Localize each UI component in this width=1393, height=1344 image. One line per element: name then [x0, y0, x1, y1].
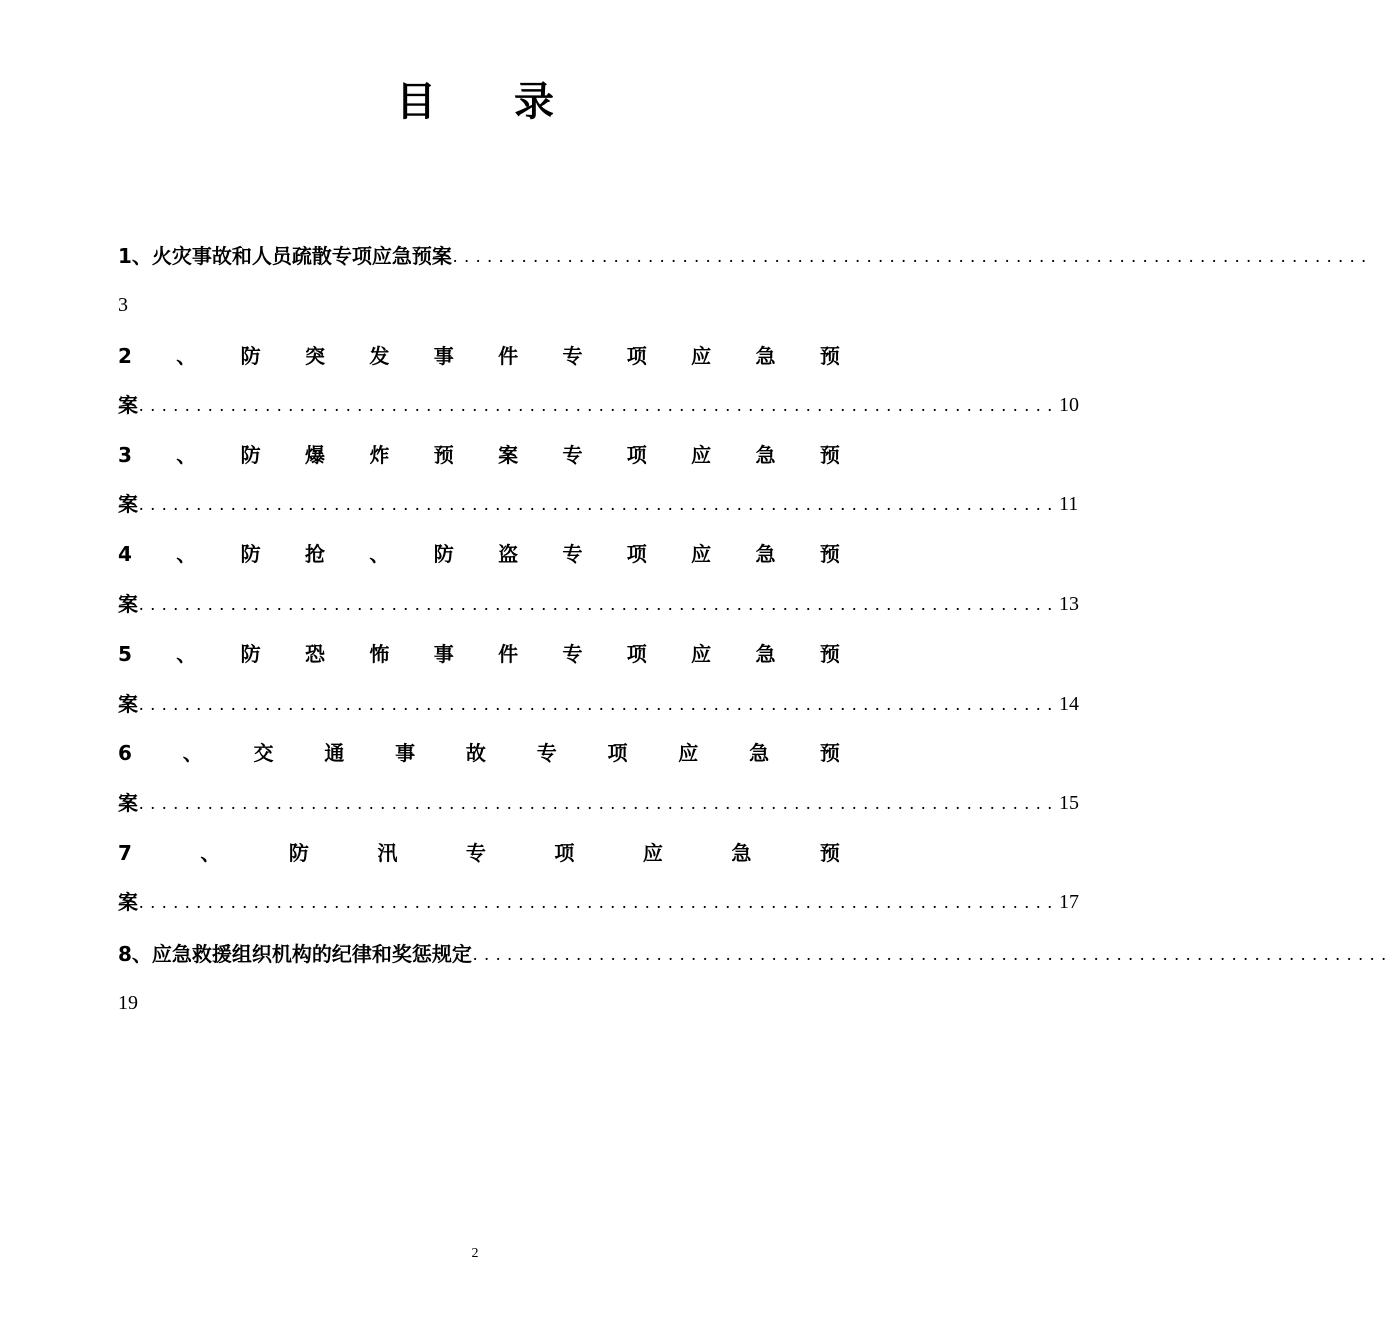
- toc-char: 急: [749, 741, 770, 765]
- toc-char: 案: [118, 393, 138, 417]
- toc-char: 故: [465, 741, 486, 765]
- toc-entry-page: 11: [1059, 493, 1079, 515]
- toc-char: 、: [176, 642, 197, 666]
- toc-char: 项: [626, 443, 647, 467]
- toc-char: 预: [819, 542, 840, 566]
- toc-char: 应: [691, 344, 712, 368]
- toc-char: 专: [562, 443, 583, 467]
- toc-char: 专: [562, 642, 583, 666]
- dot-leader: ................................................................................: [139, 694, 1059, 714]
- toc-entry-8[interactable]: [118, 936, 1393, 972]
- toc-char: 、: [176, 443, 197, 467]
- toc-char: 5: [118, 642, 132, 666]
- toc-char: 7: [118, 841, 132, 865]
- toc-char: 防: [240, 642, 261, 666]
- toc-entry-page: 13: [1059, 593, 1079, 615]
- toc-char: 、: [182, 741, 203, 765]
- toc-char: 、: [200, 841, 221, 865]
- toc-char: 项: [607, 741, 628, 765]
- toc-entry-7[interactable]: [118, 835, 840, 871]
- toc-char: 预: [819, 642, 840, 666]
- toc-char: 预: [819, 841, 840, 865]
- toc-entry-label: 1、火灾事故和人员疏散专项应急预案: [118, 244, 452, 268]
- toc-char: 件: [498, 344, 519, 368]
- toc-char: 恐: [305, 642, 325, 666]
- toc-char: 案: [118, 592, 138, 616]
- toc-char: 爆: [305, 443, 325, 467]
- toc-entry-1[interactable]: [118, 238, 1373, 274]
- dot-leader: ................................................................................: [139, 395, 1059, 415]
- dot-leader: ................................................................................: [139, 793, 1059, 813]
- toc-char: 防: [288, 841, 309, 865]
- toc-char: 、: [176, 542, 197, 566]
- dot-leader: ................................................................................: [139, 892, 1059, 912]
- toc-entry-page: 10: [1059, 394, 1079, 416]
- toc-char: 事: [433, 642, 454, 666]
- toc-char: 急: [731, 841, 752, 865]
- toc-char: 突: [305, 344, 325, 368]
- toc-char: 专: [562, 542, 583, 566]
- toc-char: 急: [755, 443, 776, 467]
- toc-char: 防: [240, 542, 261, 566]
- toc-char: 炸: [369, 443, 390, 467]
- toc-char: 急: [755, 344, 776, 368]
- toc-entry-page: 14: [1059, 693, 1079, 715]
- page-title: 目 录: [396, 79, 586, 125]
- toc-char: 怖: [369, 642, 390, 666]
- dot-leader: ................................................................................: [472, 944, 1393, 964]
- toc-char: 案: [498, 443, 519, 467]
- toc-char: 3: [118, 443, 132, 467]
- toc-char: 、: [369, 542, 390, 566]
- toc-entry-7-cont[interactable]: [118, 884, 1079, 920]
- footer-page-number: 2: [471, 1246, 479, 1261]
- toc-entry-5-cont[interactable]: [118, 686, 1079, 722]
- toc-entry-2-cont[interactable]: [118, 387, 1079, 423]
- toc-char: 预: [819, 344, 840, 368]
- toc-char: 项: [626, 642, 647, 666]
- toc-char: 案: [118, 492, 138, 516]
- toc-char: 应: [678, 741, 699, 765]
- toc-char: 件: [498, 642, 519, 666]
- toc-char: 防: [240, 443, 261, 467]
- toc-char: 发: [369, 344, 390, 368]
- toc-char: 急: [755, 542, 776, 566]
- toc-char: 项: [626, 344, 647, 368]
- toc-char: 预: [819, 443, 840, 467]
- toc-char: 事: [395, 741, 416, 765]
- toc-entry-label: 8、应急救援组织机构的纪律和奖惩规定: [118, 942, 472, 966]
- toc-entry-4-cont[interactable]: [118, 586, 1079, 622]
- toc-entry-2[interactable]: [118, 338, 840, 374]
- toc-char: 案: [118, 692, 138, 716]
- toc-char: 2: [118, 344, 132, 368]
- toc-char: 应: [642, 841, 663, 865]
- toc-entry-6-cont[interactable]: [118, 785, 1079, 821]
- toc-char: 案: [118, 791, 138, 815]
- toc-char: 交: [253, 741, 274, 765]
- toc-char: 项: [626, 542, 647, 566]
- toc-entry-page: 15: [1059, 792, 1079, 814]
- toc-char: 4: [118, 542, 132, 566]
- toc-char: 急: [755, 642, 776, 666]
- toc-entry-page: 17: [1059, 891, 1079, 913]
- toc-char: 专: [536, 741, 557, 765]
- toc-entry-page: 19: [118, 992, 138, 1014]
- toc-char: 通: [324, 741, 345, 765]
- dot-leader: ................................................................................: [139, 494, 1059, 514]
- toc-entry-3-cont[interactable]: [118, 486, 1079, 522]
- dot-leader: ................................................................................: [139, 594, 1059, 614]
- toc-char: 防: [433, 542, 454, 566]
- toc-char: 6: [118, 741, 132, 765]
- toc-char: 专: [562, 344, 583, 368]
- toc-char: 应: [691, 542, 712, 566]
- toc-char: 汛: [377, 841, 398, 865]
- toc-char: 应: [691, 443, 712, 467]
- toc-entry-5[interactable]: [118, 636, 840, 672]
- toc-entry-3[interactable]: [118, 437, 840, 473]
- toc-entry-6[interactable]: [118, 735, 840, 771]
- toc-entry-4[interactable]: [118, 536, 840, 572]
- toc-char: 抢: [305, 542, 325, 566]
- toc-char: 防: [240, 344, 261, 368]
- toc-char: 、: [176, 344, 197, 368]
- toc-entry-page: 3: [118, 294, 128, 316]
- toc-char: 盗: [498, 542, 519, 566]
- toc-char: 案: [118, 890, 138, 914]
- toc-char: 应: [691, 642, 712, 666]
- toc-char: 事: [433, 344, 454, 368]
- toc-char: 项: [554, 841, 575, 865]
- dot-leader: ................................................................................: [452, 246, 1373, 266]
- toc-char: 预: [819, 741, 840, 765]
- toc-char: 预: [433, 443, 454, 467]
- toc-char: 专: [465, 841, 486, 865]
